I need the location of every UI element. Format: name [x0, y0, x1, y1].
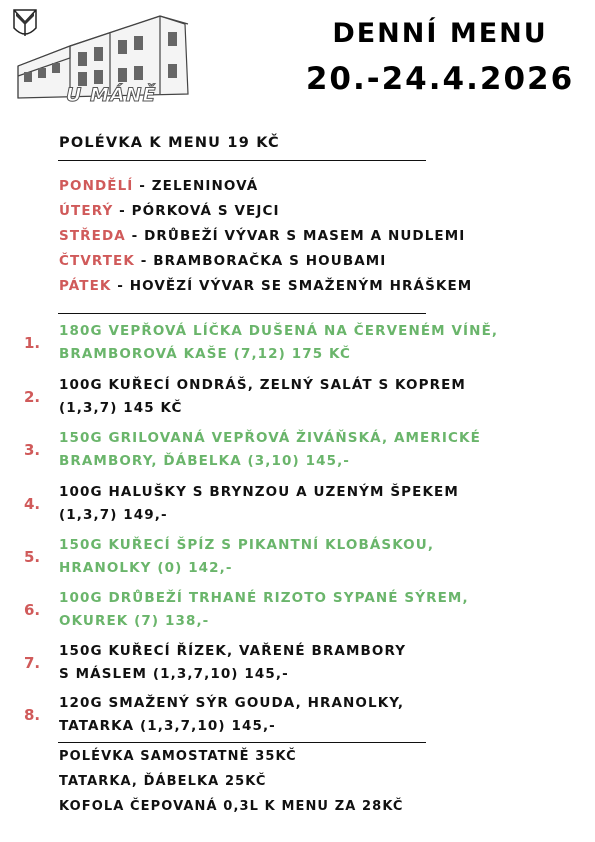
soup-row: ÚTERÝ - PÓRKOVÁ S VEJCI — [59, 203, 280, 219]
divider — [58, 160, 426, 161]
divider — [58, 742, 426, 743]
restaurant-logo — [10, 6, 195, 106]
menu-item-line: 100G DRŮBEŽÍ TRHANÉ RIZOTO SYPANÉ SÝREM, — [59, 590, 469, 606]
page-title: DENNÍ MENU — [332, 18, 548, 49]
menu-item-number: 3. — [24, 441, 41, 459]
soup-day: PONDĚLÍ — [59, 178, 134, 194]
menu-item-line: TATARKA (1,3,7,10) 145,- — [59, 718, 276, 734]
footer-note: TATARKA, ĎÁBELKA 25KČ — [59, 774, 267, 789]
coat-of-arms-icon — [14, 10, 36, 36]
menu-item-number: 1. — [24, 334, 41, 352]
menu-item-number: 2. — [24, 388, 41, 406]
menu-item-line: 150G KUŘECÍ ŘÍZEK, VAŘENÉ BRAMBORY — [59, 643, 407, 659]
menu-item-number: 4. — [24, 495, 41, 513]
soup-day: STŘEDA — [59, 228, 126, 244]
menu-date: 20.-24.4.2026 — [305, 61, 575, 97]
menu-item-number: 7. — [24, 654, 41, 672]
menu-item-description — [59, 534, 559, 580]
soup-day: PÁTEK — [59, 278, 112, 294]
menu-item-number: 8. — [24, 706, 41, 724]
menu-item-line: BRAMBOROVÁ KAŠE (7,12) 175 KČ — [59, 346, 351, 362]
menu-item-line: BRAMBORY, ĎÁBELKA (3,10) 145,- — [59, 453, 350, 469]
menu-item-line: 100G KUŘECÍ ONDRÁŠ, ZELNÝ SALÁT S KOPREM — [59, 377, 466, 393]
soup-day: ČTVRTEK — [59, 253, 135, 269]
soup-row: PÁTEK - HOVĚZÍ VÝVAR SE SMAŽENÝM HRÁŠKEM — [59, 278, 473, 294]
soup-row: PONDĚLÍ - ZELENINOVÁ — [59, 178, 259, 194]
soup-row: STŘEDA - DRŮBEŽÍ VÝVAR S MASEM A NUDLEMI — [59, 228, 466, 244]
menu-item-number: 5. — [24, 548, 41, 566]
footer-note: POLÉVKA SAMOSTATNĚ 35KČ — [59, 749, 297, 764]
menu-item-description — [59, 481, 559, 527]
menu-item-description — [59, 640, 559, 686]
menu-item-line: (1,3,7) 145 KČ — [59, 400, 183, 416]
menu-item-description — [59, 320, 559, 366]
menu-item-description — [59, 692, 559, 738]
soup-row: ČTVRTEK - BRAMBORAČKA S HOUBAMI — [59, 253, 387, 269]
menu-item-line: 150G KUŘECÍ ŠPÍZ S PIKANTNÍ KLOBÁSKOU, — [59, 537, 435, 553]
menu-item-line: 100G HALUŠKY S BRYNZOU A UZENÝM ŠPEKEM — [59, 484, 459, 500]
divider — [58, 313, 426, 314]
menu-item-description — [59, 427, 559, 473]
menu-item-description — [59, 587, 559, 633]
soup-day: ÚTERÝ — [59, 203, 114, 219]
menu-item-description — [59, 374, 559, 420]
menu-item-line: 180G VEPŘOVÁ LÍČKA DUŠENÁ NA ČERVENÉM VÍNĚ, — [59, 323, 499, 339]
logo-text: U MÁNĚ — [66, 84, 157, 106]
menu-item-line: (1,3,7) 149,- — [59, 507, 168, 523]
menu-item-line: OKUREK (7) 138,- — [59, 613, 210, 629]
soup-name: BRAMBORAČKA S HOUBAMI — [153, 253, 387, 269]
soup-name: ZELENINOVÁ — [151, 178, 259, 194]
menu-item-line: 150G GRILOVANÁ VEPŘOVÁ ŽIVÁŇSKÁ, AMERICKÉ — [59, 430, 481, 446]
soup-name: PÓRKOVÁ S VEJCI — [131, 203, 280, 219]
soup-name: DRŮBEŽÍ VÝVAR S MASEM A NUDLEMI — [144, 228, 466, 244]
menu-item-number: 6. — [24, 601, 41, 619]
soup-name: HOVĚZÍ VÝVAR SE SMAŽENÝM HRÁŠKEM — [129, 278, 473, 294]
menu-item-line: S MÁSLEM (1,3,7,10) 145,- — [59, 666, 289, 682]
menu-item-line: HRANOLKY (0) 142,- — [59, 560, 233, 576]
soup-header: POLÉVKA K MENU 19 KČ — [59, 135, 280, 151]
menu-item-line: 120G SMAŽENÝ SÝR GOUDA, HRANOLKY, — [59, 695, 405, 711]
footer-note: KOFOLA ČEPOVANÁ 0,3L K MENU ZA 28KČ — [59, 799, 404, 814]
